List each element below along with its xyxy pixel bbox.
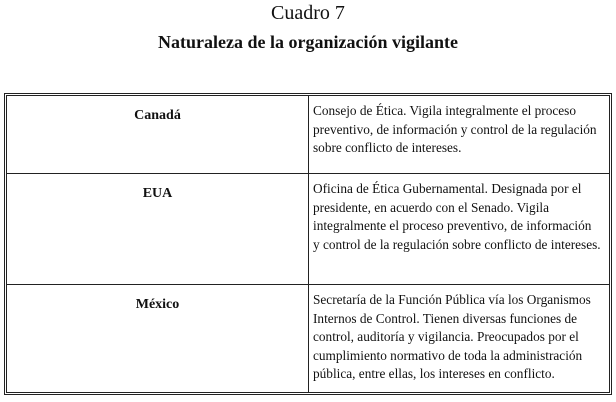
country-cell: México <box>7 285 309 392</box>
country-cell: EUA <box>7 174 309 284</box>
table-caption: Cuadro 7 <box>271 2 345 24</box>
comparison-table <box>4 93 612 395</box>
description-cell: Oficina de Ética Gubernamental. Designada por el presidente, en acuerdo con el Senado. Vigila integralmente el proceso preventivo, de información y control de la regulación sobre conflicto de intereses. <box>313 181 601 252</box>
table-row <box>7 96 609 174</box>
country-cell: Canadá <box>7 96 309 173</box>
description-cell: Secretaría de la Función Pública vía los Organismos Internos de Control. Tienen diversas funciones de control, auditoría y vigilancia. Preocupados por el cumplimiento normativo de toda la administración pública, entre ellas, los intereses en conflicto. <box>313 292 591 381</box>
description-cell: Consejo de Ética. Vigila integralmente el proceso preventivo, de información y control de la regulación sobre conflicto de intereses. <box>313 103 597 155</box>
table-row <box>7 285 609 392</box>
table-title: Naturaleza de la organización vigilante <box>158 32 458 52</box>
table-row <box>7 174 609 285</box>
